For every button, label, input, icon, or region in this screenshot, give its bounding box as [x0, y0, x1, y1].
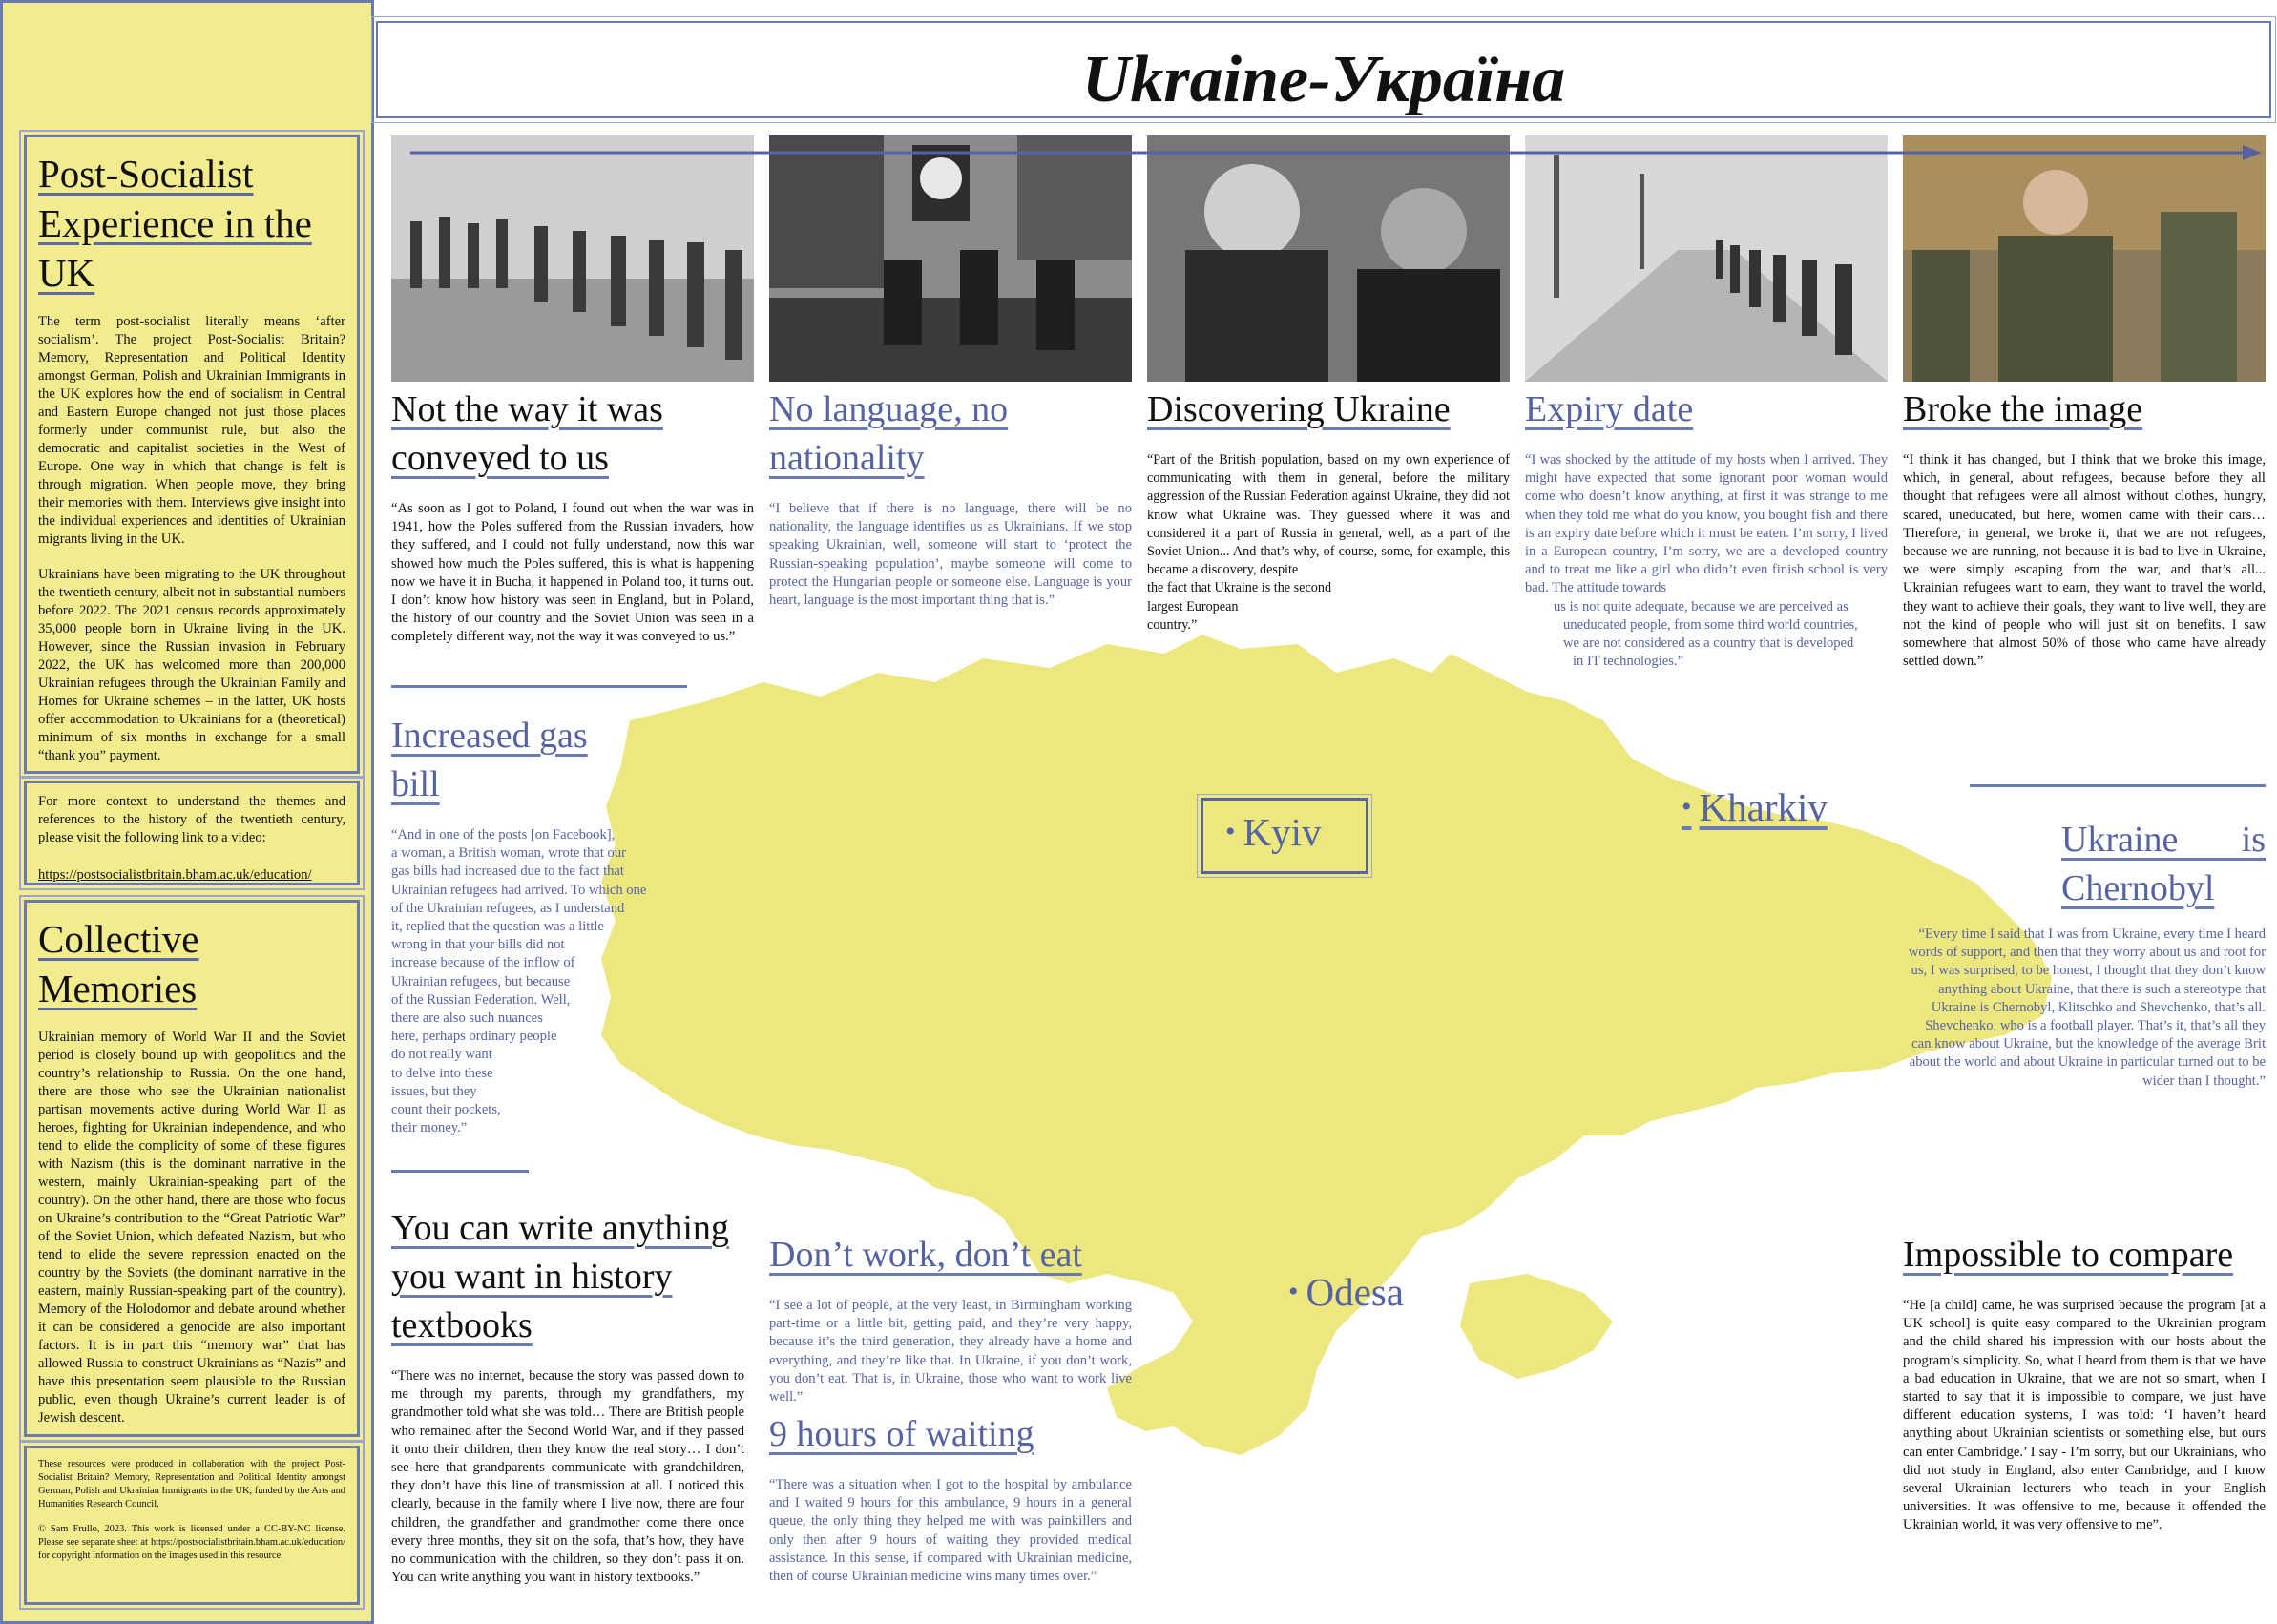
section-heading: Not the way it was conveyed to us	[391, 389, 663, 478]
quote-line: Klitschko and Shevchenko, that’s all. Shevchenko,	[1925, 999, 2266, 1034]
section-heading: Ukraine is Chernobyl	[2061, 820, 2266, 908]
section-quote	[391, 826, 678, 1137]
quote-line: here, perhaps ordinary people	[391, 1029, 557, 1045]
quote-line: in IT technologies.”	[1573, 654, 1684, 670]
section-quote: “There was no internet, because the story was passed down to me through my parents, through my grandfathers, my grandmother told what she was told… There are British people who remained after the Second World War, and if they passed it onto their children, then they know the real story… I don’t see here that grandparents communicate with grandchildren, they don’t have this line of transmission at all. I noticed this clearly, because in the family where I live now, there are four children, the grandfather and grandmother come there once every three months, they sit on the sofa, that’s how, they have no communication with the children, so they don’t pass it on. You can write anything you want in history textbooks.”	[391, 1368, 744, 1586]
quote-line: Ukrainian refugees, but because	[391, 973, 571, 989]
section-quote	[1147, 451, 1510, 635]
quote-line: do not really want	[391, 1047, 492, 1063]
collective-memories-paragraph: Ukrainian memory of World War II and the Soviet period is closely bound up with geopolitics and the country’s relationship to Russia. On the one hand, there are those who see the Ukrainian nationalist partisan movements active during World War II as heroes, fighting for Ukrainian independence, and who tend to elide the complicity of some of these figures with Nazism (this is the dominant narrative in the western, mainly Ukrainian-speaking part of the country). On the other hand, there are those who focus on Ukraine’s contribution to the “Great Patriotic War” of the Soviet Union, which defeated Nazism, but who tend to elide the severe repression enacted on the country by the Soviets (the dominant narrative in the eastern, mainly Russian-speaking part of the country). Memory of the Holodomor and debate around whether it can be considered a genocide are also important factors. It is in part this “memory war” that has allowed Russia to construct Ukrainians as “Nazis” and have this presentation seem plausible to the Russian public, even though Ukraine’s current leader is of Jewish descent.	[38, 1030, 345, 1426]
context-box	[24, 781, 360, 885]
quote-line: count their pockets,	[391, 1102, 501, 1118]
quote-line: from Ukraine, every time I heard	[2081, 927, 2266, 942]
quote-line: to delve into these	[391, 1065, 493, 1081]
photo-1941-soldiers	[391, 135, 754, 382]
section-heading: You can write anything you want in history textbooks	[391, 1208, 729, 1345]
section-discovering-ukraine	[1147, 385, 1510, 635]
quote-line: of the Ukrainian refugees, as I understand	[391, 900, 625, 916]
section-quote: “There was a situation when I got to the hospital by ambulance and I waited 9 hours for this ambulance, 9 hours in a general queue, the only thing they helped me with was painkillers and only then after 9 hours of waiting they provided medical assistance. In this sense, if compared with Ukrainian medicine, then of course Ukrainian medicine wins many times over.”	[769, 1477, 1132, 1585]
page-title: Ukraine-Україна	[1081, 43, 1566, 116]
photo-human-chain	[1525, 135, 1888, 382]
section-quote	[1903, 926, 2266, 1091]
quote-line: words of support, and then that	[1908, 945, 2082, 961]
section-broke-the-image	[1903, 385, 2266, 671]
section-quote: “As soon as I got to Poland, I found out when the war was in 1941, how the Poles suffered from the Russian invaders, how they suffered, and I could not fully understand, now this war showed how much the Poles suffered, this is what is happening now we have it in Bucha, it happened in Poland too, it turns out. I don’t know how history was seen in England, but in Poland, the history of our country and the Soviet Union was seen in a completely different way, not the way it was conveyed to us.”	[391, 501, 754, 645]
photo-soviet-leaders	[1147, 135, 1510, 382]
quote-line: issues, but they	[391, 1083, 477, 1099]
quote-line: “Part of the British population, based on my own experience of communicating with them in general, before the military aggression of the Russian Federation against Ukraine, they did not know what Ukraine was. They guessed where it was and considered it a part of Russia in general, well, as a part of the Soviet Union... And that’s why, of course, some, for example, this became a discovery, despite	[1147, 452, 1510, 578]
quote-line: can know about Ukraine, but the knowledge of the	[1911, 1036, 2194, 1052]
quote-line: us, I was surprised, to be honest,	[1911, 963, 2093, 979]
city-dot-icon: •	[1288, 1276, 1299, 1307]
photo-zelensky	[1903, 135, 2266, 382]
divider	[391, 685, 687, 688]
section-quote: “I see a lot of people, at the very least, in Birmingham working part-time or a little bit, getting paid, and they’re very happy, because it’s the third generation, they already have a home and everything, and they’re like that. In Ukraine, if you don’t work, you don’t eat. That is, in Ukraine, those who want to work live well.”	[769, 1298, 1132, 1405]
collective-memories-box	[24, 900, 360, 1437]
divider	[1970, 784, 2266, 787]
section-heading: No language, no nationality	[769, 389, 1009, 478]
post-socialist-paragraph-2: Ukrainians have been migrating to the UK throughout the twentieth century, albeit not in substantial numbers before 2022. The 2021 census records approximately 35,000 people born in Ukraine living in the UK. However, since the Russian invasion in February 2022, the UK has welcomed more than 200,000 Ukrainian refugees through the Ukrainian Family and Homes for Ukraine schemes – in the latter, UK hosts offer accommodation to Ukrainians for a (theoretical) minimum of six months in exchange for a small “thank you” payment.	[38, 567, 345, 763]
quote-line: uneducated people, from some third world countries,	[1563, 616, 1858, 633]
quote-line: wrong in that your bills did not	[391, 937, 565, 953]
post-socialist-heading: Post-Socialist Experience in the UK	[38, 152, 312, 295]
section-9-hours	[769, 1410, 1132, 1586]
quote-line: a woman, a British woman, wrote that our	[391, 845, 627, 862]
section-heading: Increased gas bill	[391, 716, 588, 804]
quote-line: such a stereotype that Ukraine is Chernobyl,	[1931, 981, 2266, 1015]
section-quote: “He [a child] came, he was surprised because the program [at a UK school] is quite easy compared to the Ukrainian program and the child shared his impression with our hosts about the program’s simplicity. So, what I heard from them is that we have a bad education in Ukraine, that we are not so smart, when I started to say that it is impossible to compare, we just have different education systems, I was told: ‘I haven’t heard anything about Ukrainian scientists or something else, but ours can enter Cambridge.’ I say - I’m sorry, but our Ukrainians, who did not study in England, also enter Cambridge, and I know several Ukrainian lecturers who teach in your English universities. It was offensive to me, because it offended the Ukrainian world, it was very offensive to me”.	[1903, 1298, 2266, 1533]
timeline-arrow	[410, 143, 2262, 162]
quote-line: Ukrainian refugees had arrived. To which one	[391, 882, 647, 898]
quote-line: “I was shocked by the attitude of my hosts when I arrived. They might have expected that some ignorant poor woman would come who doesn’t know anything, at first it was strange to me when they told me what do you know, you bought fish and there is an expiry date before which it must be eaten. I’m sorry, I lived in a European country, I’m sorry, we are a developed country and to treat me like a girl who didn’t even finish school is very bad. The attitude towards	[1525, 452, 1888, 596]
section-heading: Expiry date	[1525, 389, 1694, 429]
photo-nazi-parade	[769, 135, 1132, 382]
quote-line: us is not quite adequate, because we are perceived as	[1554, 598, 1849, 614]
section-history-textbooks	[391, 1204, 744, 1587]
section-quote: “I think it has changed, but I think that we broke this image, which, in general, about refugees, because before they all thought that refugees were all almost without clothes, hungry, scared, uneducated, but here, women came with their cars… Therefore, in general, we broke it, that we are not refugees, because we are running, not because it is bad to live in Ukraine, we were simply escaping from the war, and that’s all... Ukrainian refugees want to earn, they want to travel the world, they want to achieve their goals, they want to live well, they are not the kind of people who will just sit on benefits. I saw somewhere that almost 50% of those who came have already settled down.”	[1903, 452, 2266, 670]
section-heading: Don’t work, don’t eat	[769, 1235, 1082, 1275]
quote-line: gas bills had increased due to the fact that	[391, 864, 624, 880]
quote-line: I thought that they don’t know	[2096, 963, 2266, 979]
section-quote: “I believe that if there is no language, there will be no nationality, the language identifies us as Ukrainians. If we stop speaking Ukrainian, well, someone will start to ‘protect the Russian-speaking population’, maybe someone will come to protect the Hungarian people or someone else. Language is your heart, language is the most important thing that is.”	[769, 501, 1132, 609]
quote-line: country.”	[1147, 616, 1198, 633]
credits-box	[24, 1446, 360, 1605]
section-chernobyl-quote	[1903, 926, 2266, 1091]
credits-text-2: © Sam Frullo, 2023. This work is licensed under a CC-BY-NC license. Please see separate sheet at https://postsocialistbritain.bham.ac.uk/education/ for copyright information on the images used in this resource.	[38, 1524, 345, 1561]
quote-line: increase because of the inflow of	[391, 955, 575, 971]
section-expiry-date	[1525, 385, 1888, 671]
section-chernobyl	[2061, 816, 2266, 930]
divider	[391, 1170, 529, 1173]
context-text: For more context to understand the themes and references to the history of the twentieth century, please visit the following link to a video:	[38, 794, 345, 845]
city-label: Odesa	[1306, 1270, 1404, 1314]
quote-line: who is a football player. That’s it, that’s all they	[1999, 1018, 2266, 1034]
section-heading: Discovering Ukraine	[1147, 389, 1451, 429]
section-heading: Broke the image	[1903, 389, 2143, 429]
city-label: Kharkiv	[1699, 785, 1828, 829]
city-kyiv	[1225, 809, 1322, 855]
quote-line: we are not considered as a country that is developed	[1563, 635, 1854, 652]
title-box	[376, 21, 2271, 118]
city-label: Kyiv	[1243, 810, 1322, 854]
left-panel	[0, 0, 374, 1624]
section-heading: Impossible to compare	[1903, 1235, 2234, 1275]
post-socialist-paragraph-1: The term post-socialist literally means ‘after socialism’. The project Post-Socialist Britain? Memory, Representation and Political Identity amongst German, Polish and Ukrainian Immigrants in the UK explores how the end of socialism in Central and Eastern Europe changed not just those places formerly under communist rule, but also the democratic and capitalist societies in the West of Europe. One way in which that change is felt is through migration. When people move, they bring their memories with them. Interviews give insight into the individual experiences and identities of Ukrainian migrants living in the UK.	[38, 314, 345, 547]
quote-line: there are also such nuances	[391, 1010, 543, 1027]
quote-line: average Brit about the world and about Ukraine in	[1909, 1036, 2266, 1071]
city-odesa	[1288, 1269, 1404, 1315]
section-dont-work	[769, 1231, 1132, 1406]
context-link[interactable]: https://postsocialistbritain.bham.ac.uk/education/	[38, 867, 312, 883]
collective-memories-heading: Collective Memories	[38, 917, 199, 1010]
section-not-the-way	[391, 385, 754, 647]
section-heading: 9 hours of waiting	[769, 1414, 1034, 1454]
quote-line: largest European	[1147, 598, 1239, 614]
section-gas-bill	[391, 712, 678, 1137]
quote-line: “Every time I said that I was	[1918, 927, 2079, 942]
section-impossible-to-compare	[1903, 1231, 2266, 1535]
quote-line: of the Russian Federation. Well,	[391, 991, 571, 1008]
city-dot-icon: •	[1225, 816, 1236, 847]
section-no-language	[769, 385, 1132, 610]
quote-line: it, replied that the question was a little	[391, 919, 604, 935]
city-dot-icon: •	[1682, 791, 1692, 822]
quote-line: anything about Ukraine, that there is	[1938, 981, 2142, 997]
city-kharkiv	[1682, 784, 1828, 830]
quote-line: they worry about us and root for	[2085, 945, 2266, 961]
quote-line: “And in one of the posts [on Facebook],	[391, 827, 616, 843]
quote-line: the fact that Ukraine is the second	[1147, 580, 1332, 596]
quote-line: their money.”	[391, 1120, 468, 1136]
section-quote	[1525, 451, 1888, 671]
post-socialist-box	[24, 135, 360, 774]
quote-line: particular turned out to be wider than I thought.”	[2120, 1054, 2266, 1089]
credits-text-1: These resources were produced in collaboration with the project Post-Socialist Britain? Memory, Representation and Political Identity amongst German, Polish and Ukrainian Immigrants in the UK, funded by the Arts and Humanities Research Council.	[38, 1459, 345, 1509]
